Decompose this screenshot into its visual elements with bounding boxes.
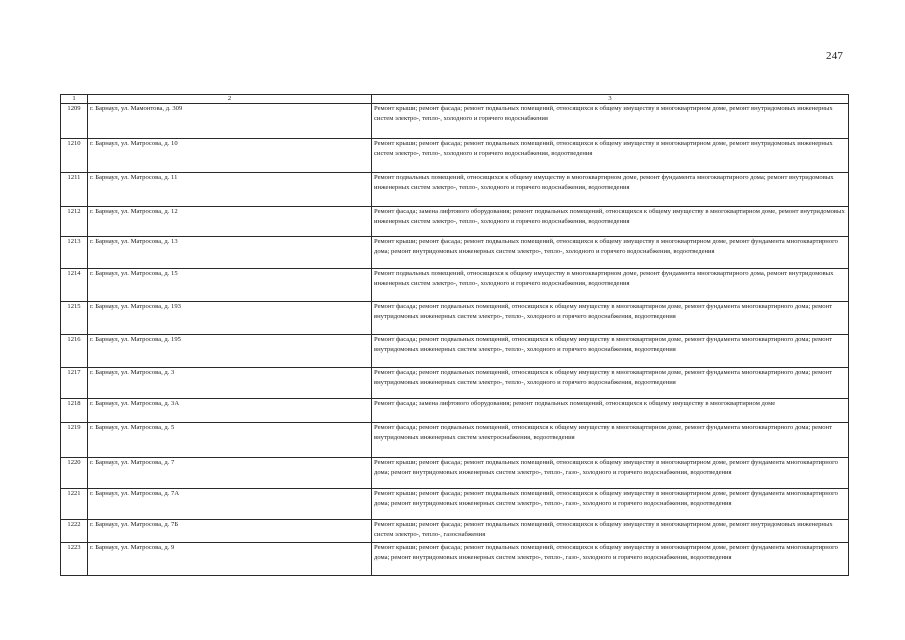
table-header <box>61 95 849 104</box>
row-works: Ремонт крыши; ремонт фасада; ремонт подвальных помещений, относящихся к общему имуществу в многоквартирном доме, ремонт фундамента многоквартирного дома; ремонт внутридомовых инженерных систем электро-, тепло-, холодного и горячего водоснабжения, водоотведения <box>372 237 849 269</box>
table-row <box>61 207 849 237</box>
row-works: Ремонт фасада; ремонт подвальных помещений, относящихся к общему имуществу в многоквартирном доме, ремонт фундамента многоквартирного дома; ремонт внутридомовых инженерных систем электроснабжения, водоотведения <box>372 423 849 458</box>
table-row <box>61 368 849 399</box>
row-address: г. Барнаул, ул. Мамонтова, д. 309 <box>88 104 372 139</box>
row-address: г. Барнаул, ул. Матросова, д. 195 <box>88 335 372 368</box>
table-row <box>61 269 849 302</box>
row-number: 1213 <box>61 237 88 269</box>
table-row <box>61 173 849 207</box>
row-number: 1211 <box>61 173 88 207</box>
row-address: г. Барнаул, ул. Матросова, д. 10 <box>88 139 372 173</box>
header-col-1: 1 <box>61 95 88 104</box>
row-address: г. Барнаул, ул. Матросова, д. 13 <box>88 237 372 269</box>
table-row <box>61 139 849 173</box>
row-address: г. Барнаул, ул. Матросова, д. 5 <box>88 423 372 458</box>
row-address: г. Барнаул, ул. Матросова, д. 7 <box>88 458 372 489</box>
row-works: Ремонт фасада; ремонт подвальных помещений, относящихся к общему имуществу в многоквартирном доме, ремонт фундамента многоквартирного дома; ремонт внутридомовых инженерных систем электро-, тепло-, холодного и горячего водоснабжения, водоотведения <box>372 335 849 368</box>
row-works: Ремонт крыши; ремонт фасада; ремонт подвальных помещений, относящихся к общему имуществу в многоквартирном доме, ремонт внутридомовых инженерных систем электро-, тепло-, холодного и горячего водоснабжения, водоотведения <box>372 139 849 173</box>
row-address: г. Барнаул, ул. Матросова, д. 193 <box>88 302 372 335</box>
row-number: 1218 <box>61 399 88 423</box>
table-body <box>61 104 849 576</box>
page-number: 247 <box>826 50 844 62</box>
table-row <box>61 543 849 576</box>
row-address: г. Барнаул, ул. Матросова, д. 7А <box>88 489 372 520</box>
row-works: Ремонт подвальных помещений, относящихся к общему имуществу в многоквартирном доме, ремонт фундамента многоквартирного дома; ремонт внутридомовых инженерных систем электро-, тепло-, холодного и горячего водоснабжения, водоотведения <box>372 173 849 207</box>
row-works: Ремонт фасада; ремонт подвальных помещений, относящихся к общему имуществу в многоквартирном доме, ремонт фундамента многоквартирного дома; ремонт внутридомовых инженерных систем электро-, тепло-, холодного и горячего водоснабжения, водоотведения <box>372 368 849 399</box>
table-row <box>61 399 849 423</box>
table-row <box>61 423 849 458</box>
table-row <box>61 104 849 139</box>
header-col-3: 3 <box>372 95 849 104</box>
row-works: Ремонт крыши; ремонт фасада; ремонт подвальных помещений, относящихся к общему имуществу в многоквартирном доме, ремонт внутридомовых инженерных систем электро-, тепло-, газоснабжения <box>372 520 849 543</box>
row-address: г. Барнаул, ул. Матросова, д. 9 <box>88 543 372 576</box>
row-number: 1222 <box>61 520 88 543</box>
row-number: 1223 <box>61 543 88 576</box>
row-works: Ремонт крыши; ремонт фасада; ремонт подвальных помещений, относящихся к общему имуществу в многоквартирном доме, ремонт фундамента многоквартирного дома; ремонт внутридомовых инженерных систем электро-, тепло-, газо-, холодного и горячего водоснабжения, водоотведения <box>372 458 849 489</box>
row-number: 1219 <box>61 423 88 458</box>
row-works: Ремонт крыши; ремонт фасада; ремонт подвальных помещений, относящихся к общему имуществу в многоквартирном доме, ремонт фундамента многоквартирного дома; ремонт внутридомовых инженерных систем электро-, тепло-, газо-, холодного и горячего водоснабжения, водоотведения <box>372 543 849 576</box>
row-works: Ремонт крыши; ремонт фасада; ремонт подвальных помещений, относящихся к общему имуществу в многоквартирном доме, ремонт фундамента многоквартирного дома; ремонт внутридомовых инженерных систем электро-, тепло-, газо-, холодного и горячего водоснабжения, водоотведения <box>372 489 849 520</box>
row-address: г. Барнаул, ул. Матросова, д. 3 <box>88 368 372 399</box>
row-number: 1217 <box>61 368 88 399</box>
table-row <box>61 335 849 368</box>
row-number: 1212 <box>61 207 88 237</box>
row-address: г. Барнаул, ул. Матросова, д. 3А <box>88 399 372 423</box>
row-number: 1215 <box>61 302 88 335</box>
row-number: 1214 <box>61 269 88 302</box>
header-col-2: 2 <box>88 95 372 104</box>
row-address: г. Барнаул, ул. Матросова, д. 11 <box>88 173 372 207</box>
row-number: 1209 <box>61 104 88 139</box>
header-row <box>61 95 849 104</box>
row-address: г. Барнаул, ул. Матросова, д. 12 <box>88 207 372 237</box>
row-number: 1216 <box>61 335 88 368</box>
row-address: г. Барнаул, ул. Матросова, д. 15 <box>88 269 372 302</box>
house-register-table <box>60 94 849 576</box>
row-works: Ремонт фасада; замена лифтового оборудования; ремонт подвальных помещений, относящихся к общему имуществу в многоквартирном доме, ремонт внутридомовых инженерных систем электро-, тепло-, холодного и горячего водоснабжения, водоотведения <box>372 207 849 237</box>
table-row <box>61 458 849 489</box>
row-works: Ремонт подвальных помещений, относящихся к общему имуществу в многоквартирном доме, ремонт фундамента многоквартирного дома, ремонт внутридомовых инженерных систем электро-, тепло-, холодного и горячего водоснабжения, водоотведения <box>372 269 849 302</box>
table-row <box>61 237 849 269</box>
table-row <box>61 520 849 543</box>
table-row <box>61 302 849 335</box>
row-works: Ремонт фасада; замена лифтового оборудования; ремонт подвальных помещений, относящихся к общему имуществу в многоквартирном доме <box>372 399 849 423</box>
row-works: Ремонт фасада; ремонт подвальных помещений, относящихся к общему имуществу в многоквартирном доме, ремонт фундамента многоквартирного дома; ремонт внутридомовых инженерных систем электро-, тепло-, холодного и горячего водоснабжения, водоотведения <box>372 302 849 335</box>
row-number: 1220 <box>61 458 88 489</box>
table-row <box>61 489 849 520</box>
row-works: Ремонт крыши; ремонт фасада; ремонт подвальных помещений, относящихся к общему имуществу в многоквартирном доме, ремонт внутридомовых инженерных систем электро-, тепло-, холодного и горячего водоснабжения <box>372 104 849 139</box>
row-number: 1210 <box>61 139 88 173</box>
row-number: 1221 <box>61 489 88 520</box>
row-address: г. Барнаул, ул. Матросова, д. 7Б <box>88 520 372 543</box>
